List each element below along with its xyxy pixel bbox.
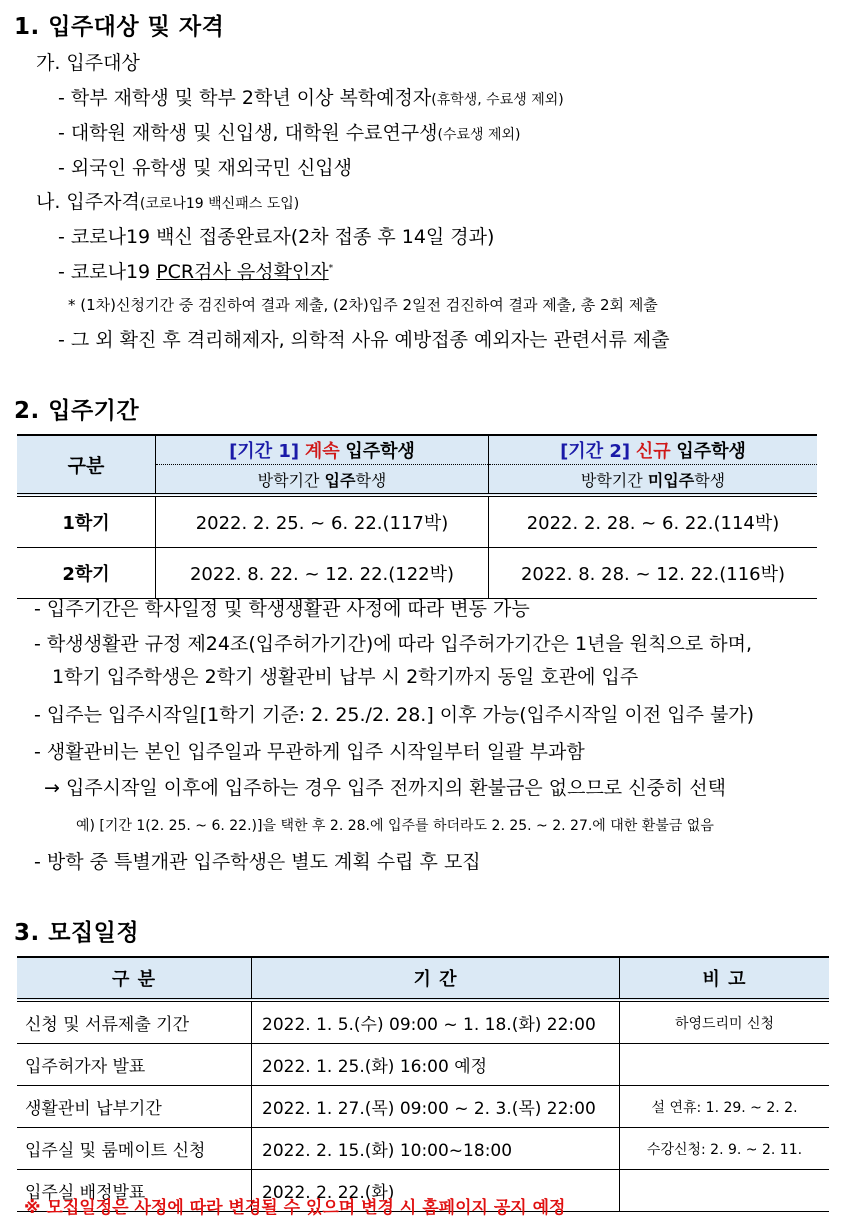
schedule-item: 입주허가자 발표 [17, 1044, 252, 1086]
footnote: * (1차)신청기간 중 검진하여 결과 제출, (2차)입주 2일전 검진하여 결과 제출, 총 2회 제출 [68, 296, 658, 314]
period-2-value: 2022. 2. 28. ~ 6. 22.(114박) [489, 495, 818, 548]
subheader-period-2: 방학기간 미입주학생 [489, 465, 818, 496]
schedule-note: 수강신청: 2. 9. ~ 2. 11. [620, 1128, 830, 1170]
eligibility-item: - 외국인 유학생 및 재외국민 신입생 [58, 157, 353, 179]
eligibility-item: - 대학원 재학생 및 신입생, 대학원 수료연구생(수료생 제외) [58, 122, 521, 144]
schedule-note [620, 1170, 830, 1212]
schedule-item: 입주실 및 룸메이트 신청 [17, 1128, 252, 1170]
period-2-value: 2022. 8. 28. ~ 12. 22.(116박) [489, 548, 818, 599]
subheader-period-1: 방학기간 입주학생 [156, 465, 489, 496]
table-row [17, 548, 817, 599]
schedule-note: 설 연휴: 1. 29. ~ 2. 2. [620, 1086, 830, 1128]
section-3-title: 3. 모집일정 [14, 920, 140, 946]
header-period: 기 간 [252, 957, 620, 1000]
qualification-item: - 그 외 확진 후 격리해제자, 의학적 사유 예방접종 예외자는 관련서류 제출 [58, 329, 670, 351]
schedule-change-warning: ※ 모집일정은 사정에 따라 변경될 수 있으며 변경 시 홈페이지 공지 예정 [24, 1198, 566, 1218]
qualification-item: - 코로나19 PCR검사 음성확인자* [58, 261, 334, 283]
period-example: 예) [기간 1(2. 25. ~ 6. 22.)]을 택한 후 2. 28.에 입주를 하더라도 2. 25. ~ 2. 27.에 대한 환불금 없음 [76, 818, 714, 834]
recruitment-schedule-table [17, 956, 829, 1212]
table-row [17, 1128, 829, 1170]
period-1-value: 2022. 2. 25. ~ 6. 22.(117박) [156, 495, 489, 548]
period-note-arrow: → 입주시작일 이후에 입주하는 경우 입주 전까지의 환불금은 없으므로 신중히 선택 [44, 777, 726, 799]
section-2-title: 2. 입주기간 [14, 398, 140, 424]
schedule-period: 2022. 1. 5.(수) 09:00 ~ 1. 18.(화) 22:00 [252, 1000, 620, 1044]
period-note: - 입주기간은 학사일정 및 학생생활관 사정에 따라 변동 가능 [34, 598, 530, 620]
qualification-item: - 코로나19 백신 접종완료자(2차 접종 후 14일 경과) [58, 226, 495, 248]
header-period-2: [기간 2] 신규 입주학생 [489, 435, 818, 465]
header-remarks: 비 고 [620, 957, 830, 1000]
subsection-b-label: 나. 입주자격(코로나19 백신패스 도입) [36, 191, 300, 213]
section-1-title: 1. 입주대상 및 자격 [14, 14, 225, 40]
table-row [17, 1000, 829, 1044]
period-1-value: 2022. 8. 22. ~ 12. 22.(122박) [156, 548, 489, 599]
schedule-item: 생활관비 납부기간 [17, 1086, 252, 1128]
table-row [17, 1044, 829, 1086]
semester-label: 2학기 [17, 548, 156, 599]
schedule-period: 2022. 1. 25.(화) 16:00 예정 [252, 1044, 620, 1086]
schedule-period: 2022. 1. 27.(목) 09:00 ~ 2. 3.(목) 22:00 [252, 1086, 620, 1128]
schedule-item: 입주실 배정발표 [17, 1170, 252, 1212]
period-note: 1학기 입주학생은 2학기 생활관비 납부 시 2학기까지 동일 호관에 입주 [52, 666, 639, 688]
table-row [17, 495, 817, 548]
header-period-1: [기간 1] 계속 입주학생 [156, 435, 489, 465]
header-item: 구 분 [17, 957, 252, 1000]
residence-period-table [17, 434, 817, 599]
schedule-note: 하영드리미 신청 [620, 1000, 830, 1044]
semester-label: 1학기 [17, 495, 156, 548]
period-note: - 방학 중 특별개관 입주학생은 별도 계획 수립 후 모집 [34, 851, 481, 873]
schedule-note [620, 1044, 830, 1086]
header-category: 구분 [17, 435, 156, 495]
schedule-period: 2022. 2. 22.(화) [252, 1170, 620, 1212]
subsection-a-label: 가. 입주대상 [36, 52, 140, 74]
period-note: - 입주는 입주시작일[1학기 기준: 2. 25./2. 28.] 이후 가능(입주시작일 이전 입주 불가) [34, 704, 755, 726]
period-note: - 학생생활관 규정 제24조(입주허가기간)에 따라 입주허가기간은 1년을 원칙으로 하며, [34, 633, 752, 655]
table-row [17, 1086, 829, 1128]
period-note: - 생활관비는 본인 입주일과 무관하게 입주 시작일부터 일괄 부과함 [34, 741, 585, 763]
schedule-period: 2022. 2. 15.(화) 10:00~18:00 [252, 1128, 620, 1170]
eligibility-item: - 학부 재학생 및 학부 2학년 이상 복학예정자(휴학생, 수료생 제외) [58, 87, 564, 109]
schedule-item: 신청 및 서류제출 기간 [17, 1000, 252, 1044]
